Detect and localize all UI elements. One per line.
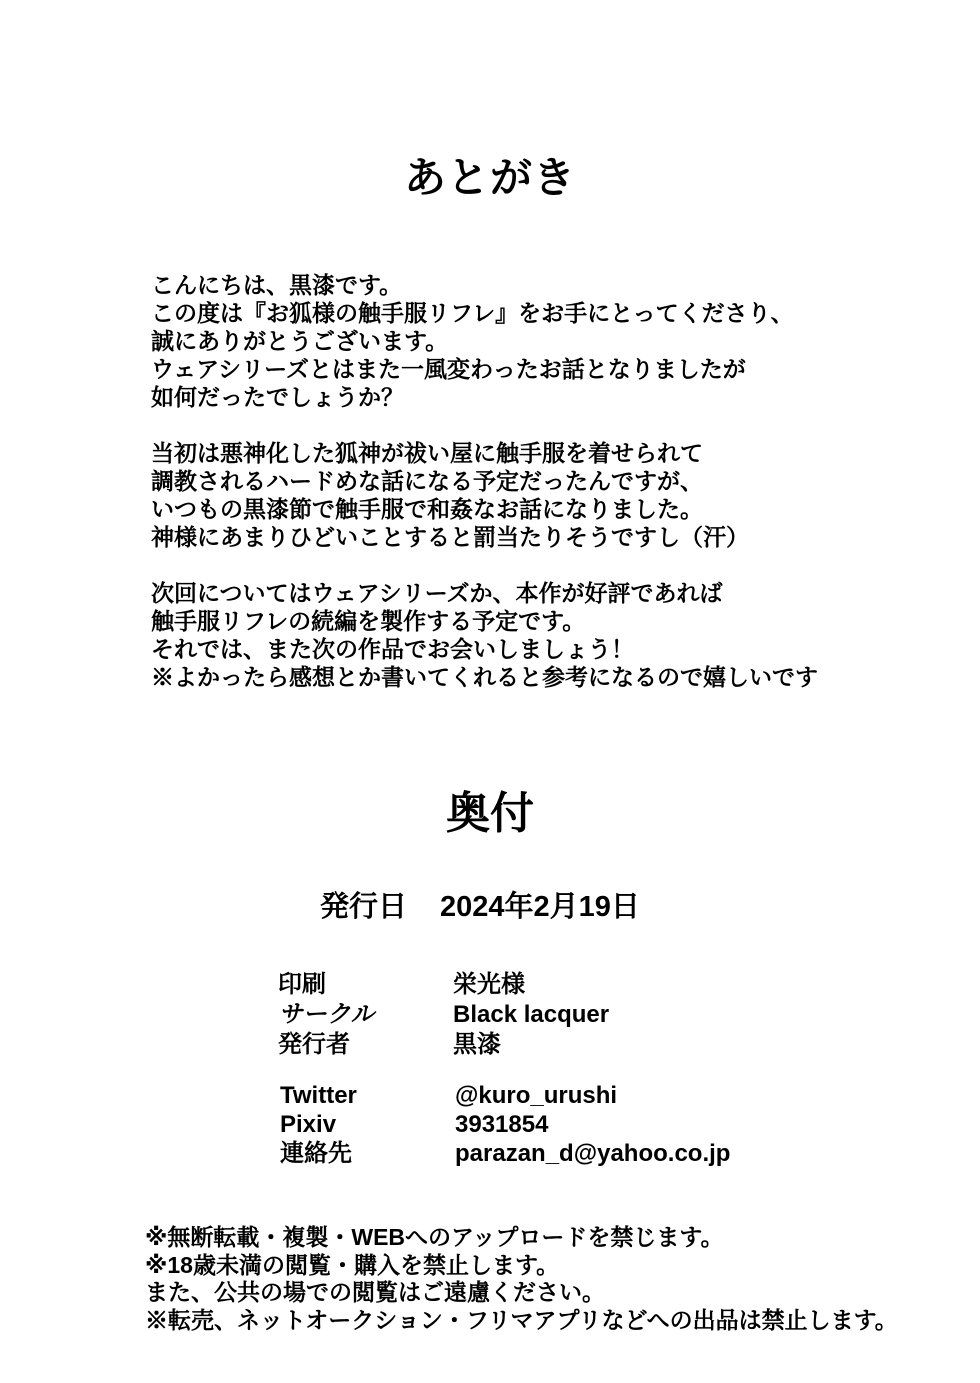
afterword-paragraph [151,272,818,412]
afterword-paragraph [151,440,818,552]
colophon-title: 奥付 [446,789,534,838]
colophon-label-author: 発行者 [278,1031,350,1058]
afterword-line: いつもの黒漆節で触手服で和姦なお話になりました。 [151,497,703,522]
afterword-line: それでは、また次の作品でお会いしましょう！ [151,637,634,662]
afterword-title: あとがき [403,156,576,202]
colophon-row-email [280,1139,730,1168]
colophon-label-pixiv: Pixiv [280,1111,337,1138]
notice-line: ※無断転載・複製・WEBへのアップロードを禁じます。 [145,1224,724,1250]
afterword-line: 神様にあまりひどいことすると罰当たりそうですし（汗） [151,525,749,550]
afterword-line: 次回についてはウェアシリーズか、本作が好評であれば [151,581,723,606]
notice-line: ※18歳未満の閲覧・購入を禁止します。 [145,1252,560,1278]
colophon-label-email: 連絡先 [280,1140,352,1167]
colophon-value-pixiv: 3931854 [455,1111,549,1138]
afterword-line: 当初は悪神化した狐神が祓い屋に触手服を着せられて [151,441,703,466]
publish-date-label: 発行日 [320,891,408,923]
colophon-row-twitter [280,1081,730,1110]
afterword-body [151,272,818,692]
afterword-line: 誠にありがとうございます。 [151,329,449,354]
colophon-value-circle: Black lacquer [453,1001,610,1028]
afterword-line: この度は『お狐様の触手服リフレ』をお手にとってくださり、 [151,301,794,326]
notices-block [145,1223,898,1335]
afterword-line: こんにちは、黒漆です。 [151,273,403,298]
colophon-label-twitter: Twitter [280,1082,357,1109]
colophon-publisher-block [278,970,609,1060]
afterword-line: 触手服リフレの続編を製作する予定です。 [151,609,586,634]
notice-line: また、公共の場での閲覧はご遠慮ください。 [145,1280,605,1305]
notice-line: ※転売、ネットオークション・フリマアプリなどへの出品は禁止します。 [145,1308,898,1333]
colophon-row-printer [278,970,609,1000]
colophon-label-circle-text: サークル [278,1001,379,1028]
colophon-value-email: parazan_d@yahoo.co.jp [455,1140,731,1167]
colophon-value-twitter: @kuro_urushi [455,1082,618,1109]
colophon-row-circle [278,1000,609,1030]
colophon-contact-block [280,1081,730,1168]
afterword-line: 調教されるハードめな話になる予定だったんですが、 [151,469,703,494]
colophon-label-circle [278,1000,453,1030]
colophon-label-printer: 印刷 [278,971,326,998]
afterword-line: 如何だったでしょうか？ [151,385,404,410]
afterword-line: ※よかったら感想とか書いてくれると参考になるので嬉しいです [151,665,818,690]
colophon-value-author: 黒漆 [453,1031,501,1058]
publish-date-row [320,890,640,925]
publish-date-value: 2024年2月19日 [440,891,640,923]
colophon-value-printer: 栄光様 [453,971,525,998]
colophon-row-pixiv [280,1110,730,1139]
afterword-line: ウェアシリーズとはまた一風変わったお話となりましたが [151,357,746,382]
afterword-paragraph [151,580,818,692]
colophon-row-author [278,1030,609,1060]
